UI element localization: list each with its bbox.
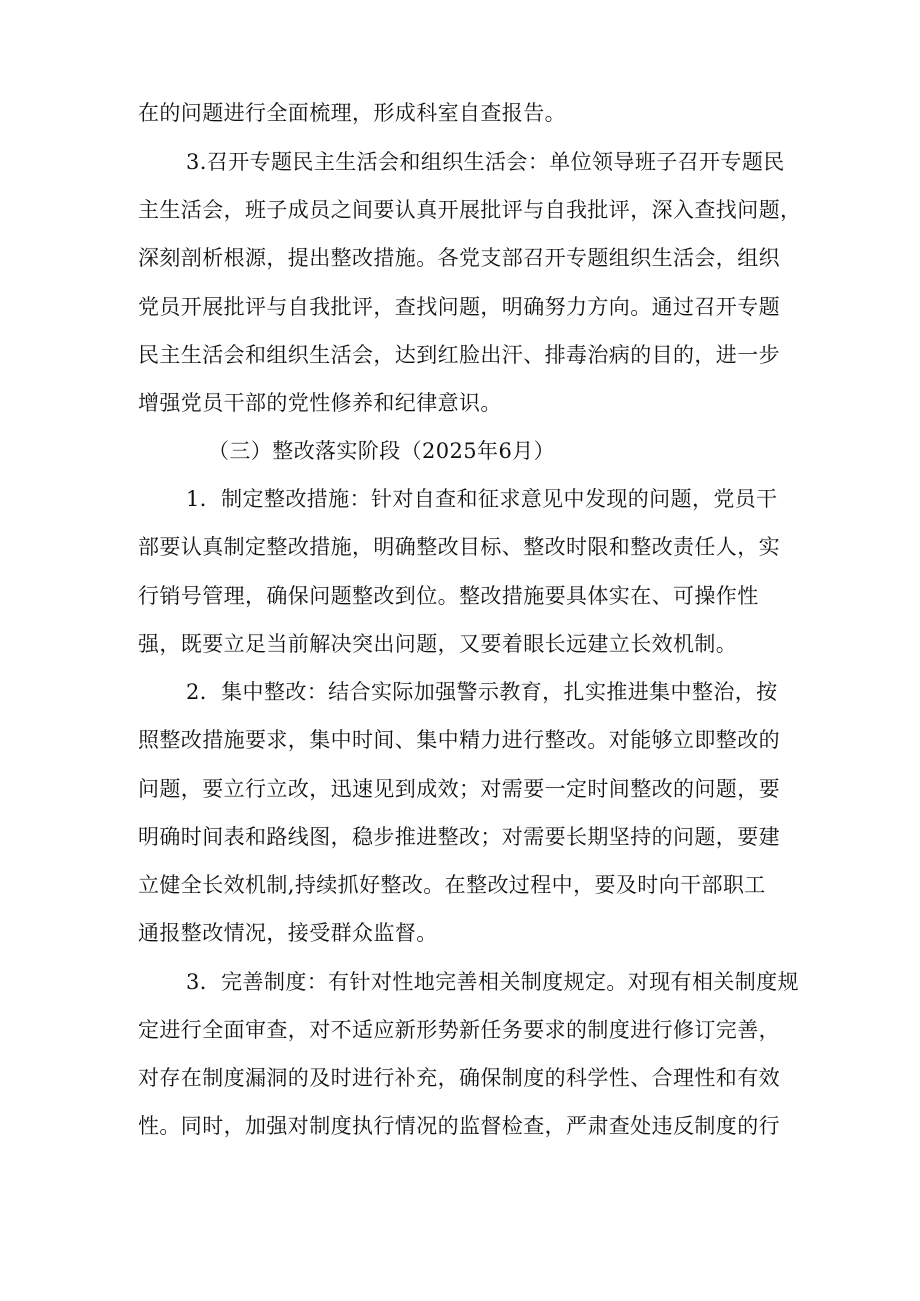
text-line: 性。同时，加强对制度执行情况的监督检查，严肃查处违反制度的行 (138, 1114, 780, 1138)
text-line: 对存在制度漏洞的及时进行补充，确保制度的科学性、合理性和有效 (138, 1066, 780, 1090)
text-line: 深刻剖析根源，提出整改措施。各党支部召开专题组织生活会，组织 (138, 246, 780, 270)
text-line: 立健全长效机制,持续抓好整改。在整改过程中，要及时向干部职工 (138, 873, 766, 897)
text-line: 照整改措施要求，集中时间、集中精力进行整改。对能够立即整改的 (138, 728, 780, 752)
text-line: 党员开展批评与自我批评，查找问题，明确努力方向。通过召开专题 (138, 295, 780, 319)
text-line: 3．完善制度：有针对性地完善相关制度规定。对现有相关制度规 (186, 970, 799, 994)
text-line: 部要认真制定整改措施，明确整改目标、整改时限和整改责任人，实 (138, 535, 780, 559)
text-line: 明确时间表和路线图，稳步推进整改；对需要长期坚持的问题，要建 (138, 825, 780, 849)
text-line: 在的问题进行全面梳理，形成科室自查报告。 (138, 101, 566, 125)
text-line: 强，既要立足当前解决突出问题，又要着眼长远建立长效机制。 (138, 632, 738, 656)
text-line: 3.召开专题民主生活会和组织生活会：单位领导班子召开专题民 (186, 150, 785, 174)
text-line: 主生活会，班子成员之间要认真开展批评与自我批评，深入查找问题， (138, 198, 802, 222)
text-line: 定进行全面审查，对不适应新形势新任务要求的制度进行修订完善， (138, 1018, 780, 1042)
text-line: 问题，要立行立改，迅速见到成效；对需要一定时间整改的问题，要 (138, 777, 780, 801)
text-line: 1．制定整改措施：针对自查和征求意见中发现的问题，党员干 (186, 487, 778, 511)
text-line: 行销号管理，确保问题整改到位。整改措施要具体实在、可操作性 (138, 584, 759, 608)
text-line: 增强党员干部的党性修养和纪律意识。 (138, 391, 502, 415)
text-line: 2．集中整改：结合实际加强警示教育，扎实推进集中整治，按 (186, 680, 778, 704)
section-heading: （三）整改落实阶段（2025年6月） (208, 439, 556, 463)
text-line: 通报整改情况，接受群众监督。 (138, 921, 438, 945)
text-line: 民主生活会和组织生活会，达到红脸出汗、排毒治病的目的，进一步 (138, 343, 780, 367)
